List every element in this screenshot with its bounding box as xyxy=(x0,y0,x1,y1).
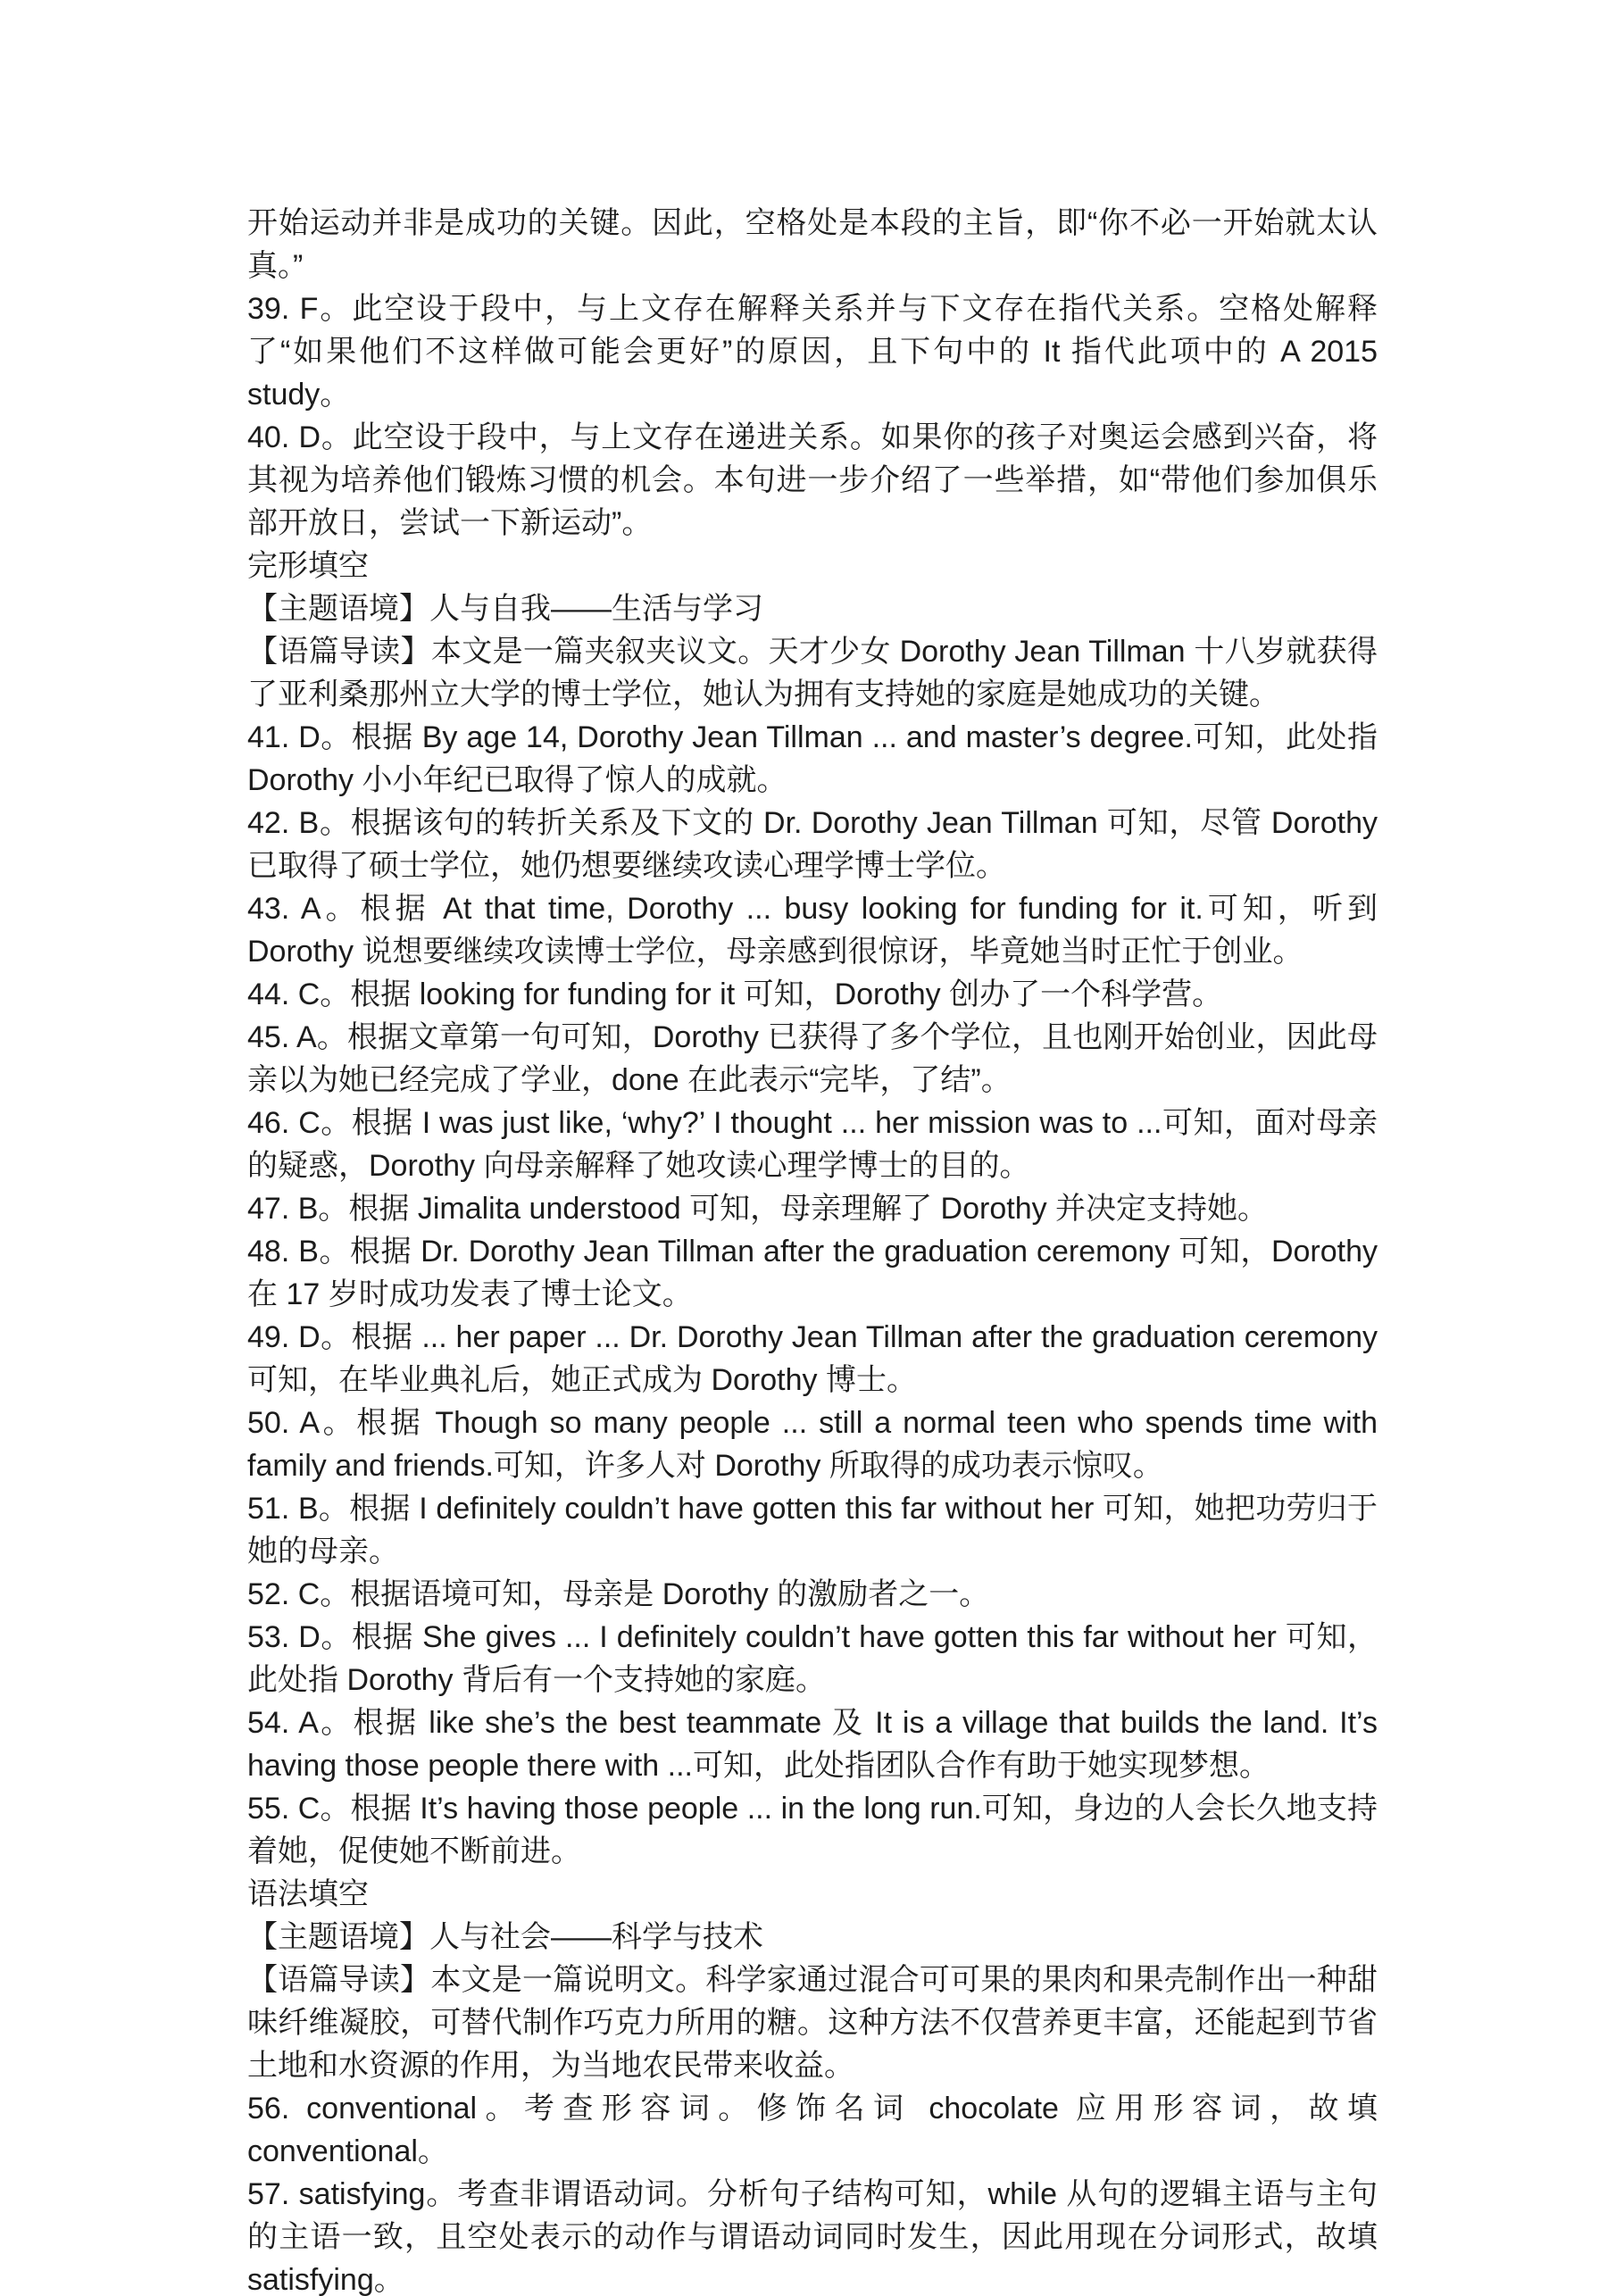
answer-key-text-block xyxy=(247,202,1378,2296)
answer-39: 39. F。此空设于段中，与上文存在解释关系并与下文存在指代关系。空格处解释了“如果他们不这样做可能会更好”的原因，且下句中的 It 指代此项中的 A 2015 study。 xyxy=(247,292,1378,412)
answer-50: 50. A。根据 Though so many people ... still a normal teen who spends time with family and friends.可知，许多人对 Dorothy 所取得的成功表示惊叹。 xyxy=(247,1406,1378,1483)
section-title-grammar: 语法填空 xyxy=(247,1877,369,1911)
answer-56: 56. conventional。考查形容词。修饰名词 chocolate 应用形容词，故填 conventional。 xyxy=(247,2092,1378,2168)
paragraph-38-continuation: 开始运动并非是成功的关键。因此，空格处是本段的主旨，即“你不必一开始就太认真。” xyxy=(247,206,1378,283)
answer-55: 55. C。根据 It’s having those people ... in the long run.可知，身边的人会长久地支持着她，促使她不断前进。 xyxy=(247,1792,1378,1868)
answer-53: 53. D。根据 She gives ... I definitely couldn’t have gotten this far without her 可知，此处指 Dorothy 背后有一个支持她的家庭。 xyxy=(247,1620,1378,1697)
answer-52: 52. C。根据语境可知，母亲是 Dorothy 的激励者之一。 xyxy=(247,1577,990,1611)
theme-context-grammar: 【主题语境】人与社会——科学与技术 xyxy=(247,1920,763,1954)
answer-51: 51. B。根据 I definitely couldn’t have gotten this far without her 可知，她把功劳归于她的母亲。 xyxy=(247,1492,1378,1568)
answer-42: 42. B。根据该句的转折关系及下文的 Dr. Dorothy Jean Tillman 可知，尽管 Dorothy 已取得了硕士学位，她仍想要继续攻读心理学博士学位。 xyxy=(247,806,1378,883)
answer-40: 40. D。此空设于段中，与上文存在递进关系。如果你的孩子对奥运会感到兴奋，将其视为培养他们锻炼习惯的机会。本句进一步介绍了一些举措，如“带他们参加俱乐部开放日，尝试一下新运动”。 xyxy=(247,420,1378,540)
answer-57: 57. satisfying。考查非谓语动词。分析句子结构可知，while 从句的逻辑主语与主句的主语一致，且空处表示的动作与谓语动词同时发生，因此用现在分词形式，故填 satisfying。 xyxy=(247,2177,1378,2296)
theme-context-cloze: 【主题语境】人与自我——生活与学习 xyxy=(247,592,763,626)
answer-49: 49. D。根据 ... her paper ... Dr. Dorothy Jean Tillman after the graduation ceremony 可知，在毕业典礼后，她正式成为 Dorothy 博士。 xyxy=(247,1320,1378,1397)
answer-43: 43. A。根据 At that time, Dorothy ... busy looking for funding for it.可知，听到 Dorothy 说想要继续攻读博士学位，母亲感到很惊讶，毕竟她当时正忙于创业。 xyxy=(247,892,1378,969)
passage-guide-grammar: 【语篇导读】本文是一篇说明文。科学家通过混合可可果的果肉和果壳制作出一种甜味纤维凝胶，可替代制作巧克力所用的糖。这种方法不仅营养更丰富，还能起到节省土地和水资源的作用，为当地农民带来收益。 xyxy=(247,1963,1378,2083)
section-title-cloze: 完形填空 xyxy=(247,549,369,583)
answer-47: 47. B。根据 Jimalita understood 可知，母亲理解了 Dorothy 并决定支持她。 xyxy=(247,1192,1269,1226)
answer-46: 46. C。根据 I was just like, ‘why?’ I thought ... her mission was to ...可知，面对母亲的疑惑，Dorothy 向母亲解释了她攻读心理学博士的目的。 xyxy=(247,1106,1378,1183)
answer-54: 54. A。根据 like she’s the best teammate 及 It is a village that builds the land. It’s having those people there with ...可知，此处指团队合作有助于她实现梦想。 xyxy=(247,1706,1378,1783)
answer-41: 41. D。根据 By age 14, Dorothy Jean Tillman ... and master’s degree.可知，此处指 Dorothy 小小年纪已取得了惊人的成就。 xyxy=(247,720,1378,797)
passage-guide-cloze: 【语篇导读】本文是一篇夹叙夹议文。天才少女 Dorothy Jean Tillman 十八岁就获得了亚利桑那州立大学的博士学位，她认为拥有支持她的家庭是她成功的关键。 xyxy=(247,635,1378,711)
answer-48: 48. B。根据 Dr. Dorothy Jean Tillman after the graduation ceremony 可知，Dorothy 在 17 岁时成功发表了博士论文。 xyxy=(247,1235,1378,1311)
answer-45: 45. A。根据文章第一句可知，Dorothy 已获得了多个学位，且也刚开始创业，因此母亲以为她已经完成了学业，done 在此表示“完毕，了结”。 xyxy=(247,1020,1378,1097)
answer-44: 44. C。根据 looking for funding for it 可知，Dorothy 创办了一个科学营。 xyxy=(247,977,1223,1011)
